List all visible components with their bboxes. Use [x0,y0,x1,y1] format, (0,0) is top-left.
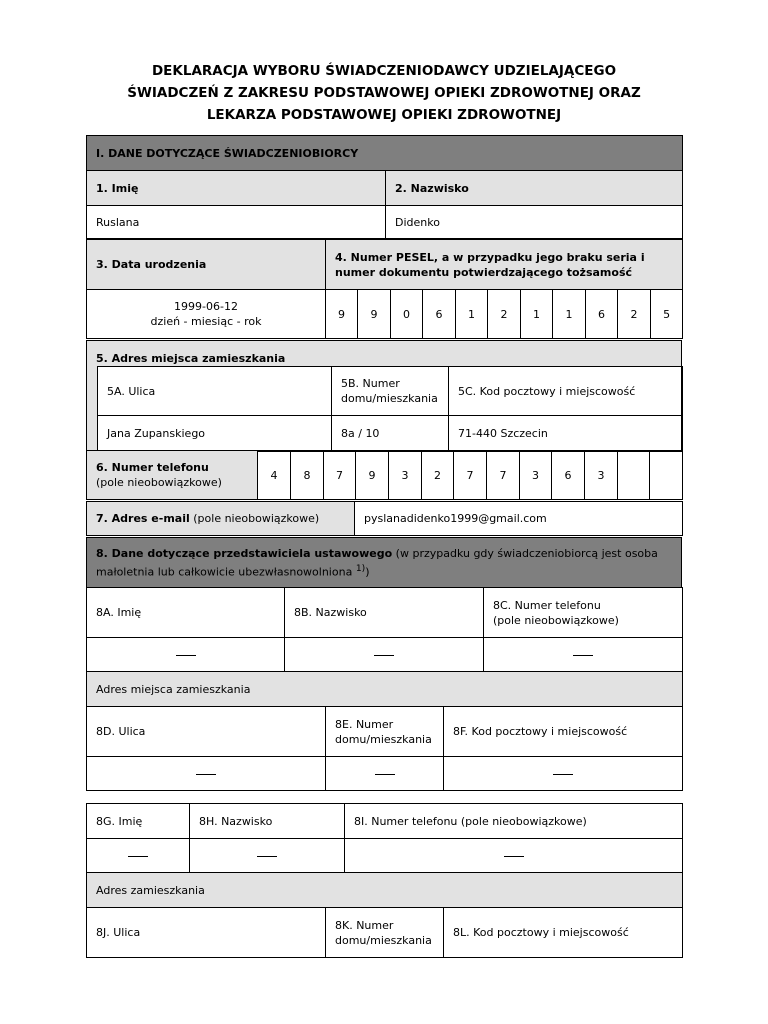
8k-numer-label-line2: domu/mieszkania [335,933,432,947]
8e-numer-label-line1: 8E. Numer [335,717,394,731]
title-line-3: LEKARZA PODSTAWOWEJ OPIEKI ZDROWOTNEJ [206,107,562,123]
8h-nazwisko-label: 8H. Nazwisko [190,804,345,839]
address-inner-table [97,366,683,451]
section8-header-title: 8. Dane dotyczące przedstawiciela ustawowego [96,546,393,560]
8k-numer-label-line1: 8K. Numer [335,918,394,932]
8e-numer-field[interactable] [326,757,444,791]
email-label: 7. Adres e-mail [96,512,190,525]
address-block [87,341,682,452]
8a-imie-label: 8A. Imię [87,588,285,638]
imie-field[interactable]: Ruslana [87,206,386,239]
telefon-digit[interactable]: 3 [389,451,422,500]
pesel-label [326,240,683,290]
8a-imie-field[interactable] [87,638,285,672]
data-urodzenia-field[interactable] [87,290,326,339]
telefon-table [86,450,683,500]
numer-field[interactable]: 8a / 10 [332,416,449,451]
section8b-name-table [86,803,683,908]
telefon-digit[interactable]: 7 [324,451,356,500]
empty-dash [375,774,395,775]
telefon-digit[interactable]: 4 [258,451,291,500]
8g-imie-field[interactable] [87,839,190,873]
section8-header [87,538,682,588]
8l-kod-label: 8L. Kod pocztowy i miejscowość [444,908,683,958]
pesel-digit[interactable]: 6 [586,290,618,339]
kod-label: 5C. Kod pocztowy i miejscowość [449,367,683,416]
data-urodzenia-format: dzień - miesiąc - rok [150,315,262,328]
data-urodzenia-value: 1999-06-12 [174,300,238,313]
8d-ulica-field[interactable] [87,757,326,791]
empty-dash [128,856,148,857]
section1-name-table [86,135,683,239]
section8-header-close: ) [365,565,370,579]
8c-telefon-label-line2: (pole nieobowiązkowe) [493,613,619,627]
empty-dash [196,774,216,775]
numer-label-line2: domu/mieszkania [341,392,438,405]
email-note: (pole nieobowiązkowe) [193,512,320,525]
section8-header-table [86,537,682,588]
pesel-digit[interactable]: 1 [553,290,586,339]
telefon-note: (pole nieobowiązkowe) [96,476,222,489]
pesel-digit[interactable]: 9 [326,290,358,339]
data-urodzenia-label: 3. Data urodzenia [87,240,326,290]
numer-label [332,367,449,416]
telefon-digit[interactable]: 8 [291,451,324,500]
telefon-digit[interactable] [618,451,650,500]
imie-label: 1. Imię [87,171,386,206]
section8-header-note: (w przypadku gdy świadczeniobiorcą jest osoba [395,546,658,560]
empty-dash [573,655,593,656]
kod-field[interactable]: 71-440 Szczecin [449,416,683,451]
ulica-label: 5A. Ulica [98,367,332,416]
numer-label-line1: 5B. Numer [341,377,400,390]
telefon-digit[interactable]: 7 [487,451,520,500]
section8-name-table [86,587,683,707]
8-adres-label: Adres miejsca zamieszkania [87,672,683,707]
empty-dash [504,856,524,857]
telefon-digit[interactable]: 2 [422,451,454,500]
telefon-digit[interactable] [650,451,683,500]
adres-label: 5. Adres miejsca zamieszkania [96,352,286,365]
pesel-label-line1: 4. Numer PESEL, a w przypadku jego braku seria i [335,250,645,264]
section1-header: I. DANE DOTYCZĄCE ŚWIADCZENIOBIORCY [87,136,683,171]
8c-telefon-field[interactable] [484,638,683,672]
8c-telefon-label [484,588,683,638]
pesel-digit[interactable]: 9 [358,290,391,339]
ulica-field[interactable]: Jana Zupanskiego [98,416,332,451]
8d-ulica-label: 8D. Ulica [87,707,326,757]
address-table [86,340,682,452]
telefon-label: 6. Numer telefonu [96,461,209,474]
8e-numer-label [326,707,444,757]
8h-nazwisko-field[interactable] [190,839,345,873]
title-line-1: DEKLARACJA WYBORU ŚWIADCZENIODAWCY UDZIELAJĄCEGO [151,63,617,79]
pesel-digit[interactable]: 6 [423,290,456,339]
pesel-label-line2: numer dokumentu potwierdzającego tożsamość [335,265,633,279]
telefon-label-cell [87,451,258,500]
pesel-digit[interactable]: 1 [456,290,488,339]
telefon-digit[interactable]: 3 [585,451,618,500]
empty-dash [176,655,196,656]
8b-nazwisko-label: 8B. Nazwisko [285,588,484,638]
8k-numer-label [326,908,444,958]
8b-adres-label: Adres zamieszkania [87,873,683,908]
section8-address-table [86,706,683,791]
section8b-address-table [86,907,683,958]
8i-telefon-label: 8I. Numer telefonu (pole nieobowiązkowe) [345,804,683,839]
nazwisko-label: 2. Nazwisko [386,171,683,206]
email-table [86,501,683,536]
8g-imie-label: 8G. Imię [87,804,190,839]
pesel-digit[interactable]: 2 [618,290,651,339]
pesel-digit[interactable]: 5 [651,290,683,339]
footnote-marker: 1) [355,562,366,574]
8f-kod-field[interactable] [444,757,683,791]
8i-telefon-field[interactable] [345,839,683,873]
telefon-digit[interactable]: 7 [454,451,487,500]
title-line-2: ŚWIADCZEŃ Z ZAKRESU PODSTAWOWEJ OPIEKI ZDROWOTNEJ ORAZ [127,85,641,101]
telefon-digit[interactable]: 6 [552,451,585,500]
nazwisko-field[interactable]: Didenko [386,206,683,239]
empty-dash [374,655,394,656]
pesel-digit[interactable]: 2 [488,290,521,339]
8c-telefon-label-line1: 8C. Numer telefonu [493,598,601,612]
pesel-digit[interactable]: 0 [391,290,423,339]
telefon-digit[interactable]: 9 [356,451,389,500]
telefon-digit[interactable]: 3 [520,451,552,500]
empty-dash [257,856,277,857]
pesel-digit[interactable]: 1 [521,290,553,339]
8e-numer-label-line2: domu/mieszkania [335,732,432,746]
8b-nazwisko-field[interactable] [285,638,484,672]
empty-dash [553,774,573,775]
email-field[interactable]: pyslanadidenko1999@gmail.com [355,502,683,536]
8f-kod-label: 8F. Kod pocztowy i miejscowość [444,707,683,757]
birth-pesel-table [86,239,683,339]
section8-header-note2: małoletnia lub całkowicie ubezwłasnowolniona [96,565,353,579]
email-label-cell [87,502,355,536]
8j-ulica-label: 8J. Ulica [87,908,326,958]
document-title [86,60,682,126]
